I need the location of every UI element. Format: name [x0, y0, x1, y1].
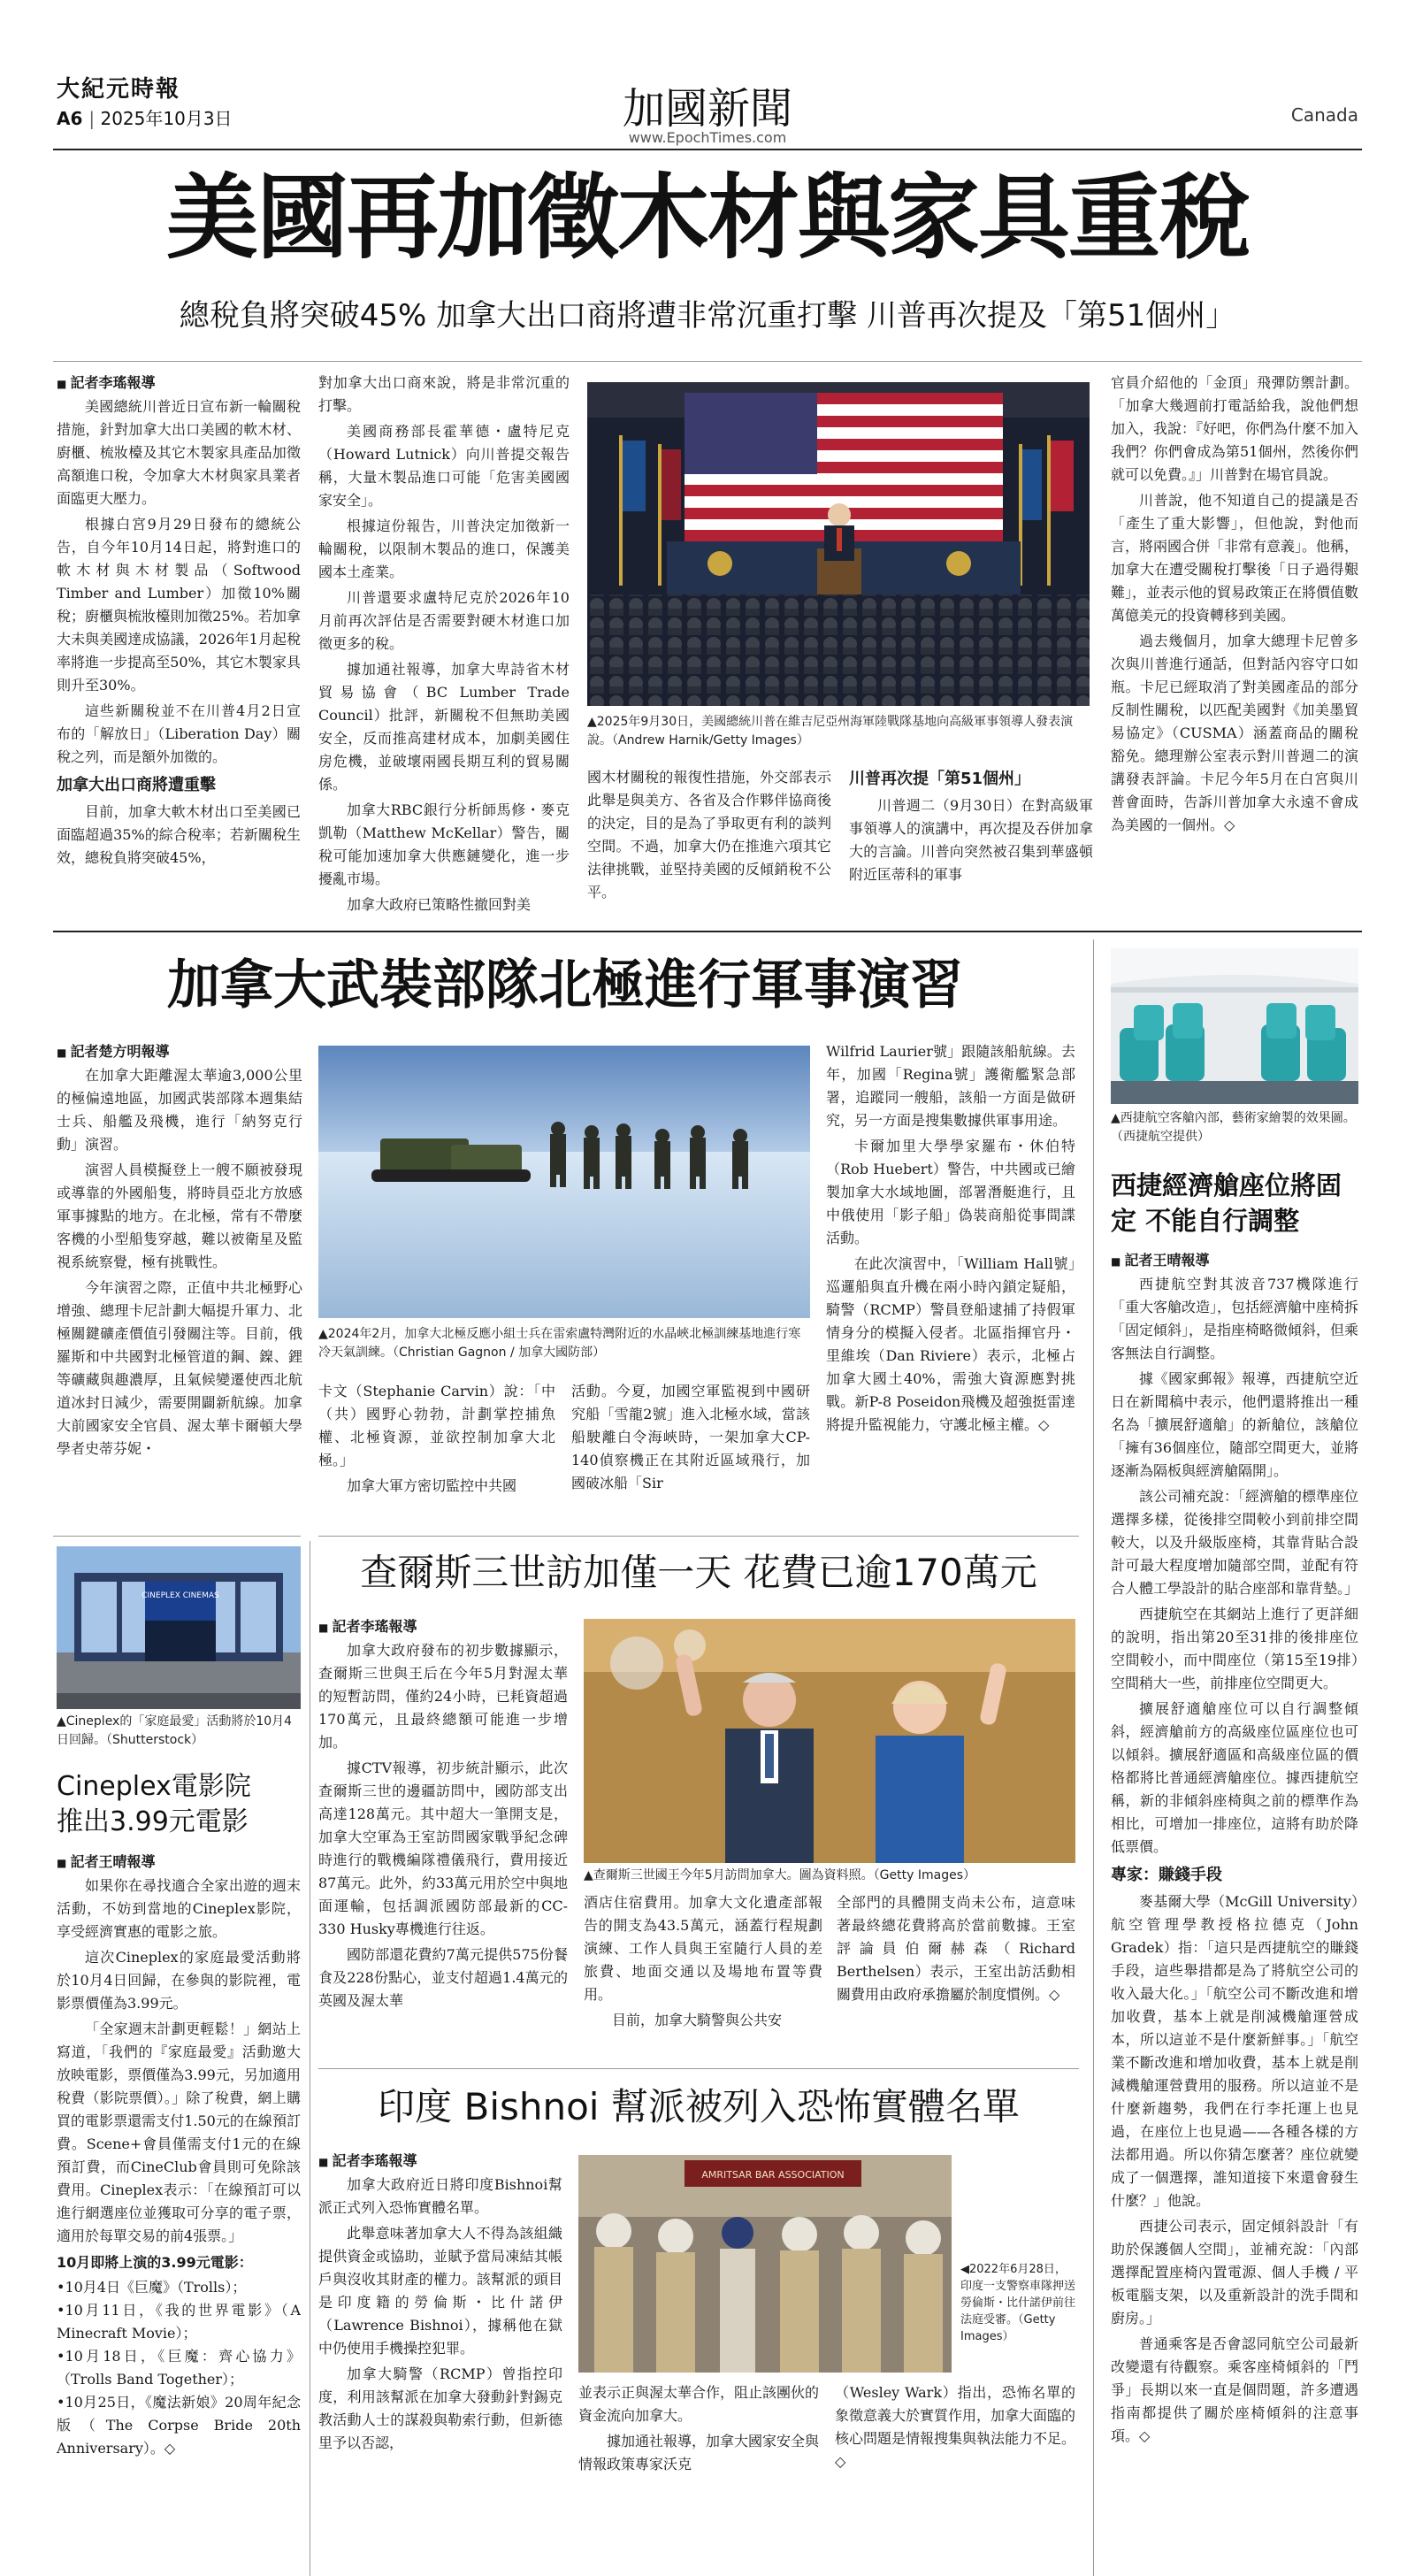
paragraph: 普通乘客是否會認同航空公司最新改變還有待觀察。乘客座椅傾斜的「鬥爭」長期以來一直是個問題，許多遭遇指南都提供了關於座椅傾斜的注意事項。◇	[1111, 2335, 1358, 2444]
byline: ■ 記者李瑤報導	[57, 372, 301, 395]
section-rule	[53, 1536, 301, 1537]
paragraph: 這次Cineplex的家庭最愛活動將於10月4日回歸，在參與的影院裡，電影票價僅為3.99元。	[57, 1949, 301, 2012]
paragraph: 加拿大政府已策略性撤回對美	[347, 896, 532, 913]
paragraph: 加拿大政府發布的初步數據顯示，查爾斯三世與王后在今年5月對渥太華的短暫訪問，僅約24小時，已耗資超過170萬元，且最終總額可能進一步增加。	[318, 1642, 568, 1751]
cineplex-headline-line1: Cineplex電影院	[57, 1771, 251, 1802]
column-divider	[1093, 939, 1094, 2576]
charles-column-2	[584, 1891, 822, 2059]
paragraph: 目前，加拿大騎警與公共安	[612, 2012, 783, 2028]
arctic-headline: 加拿大武裝部隊北極進行軍事演習	[167, 954, 963, 1016]
paragraph: 這些新關稅並不在川普4月2日宣布的「解放日」（Liberation Day）關稅之列，而是額外加徵的。	[57, 702, 301, 765]
paragraph: 卡文（Stephanie Carvin）說：「中（共）國野心勃勃，計劃掌控捕魚權、北極資源，並欲控制加拿大北極。」	[318, 1383, 555, 1468]
byline: ■ 記者李瑤報導	[318, 1615, 568, 1639]
paragraph: 加拿大軍方密切監控中共國	[347, 1477, 517, 1494]
lead-column-1	[57, 372, 301, 920]
westjet-photo-caption: ▲西捷航空客艙內部，藝術家繪製的效果圖。（西捷航空提供）	[1111, 1111, 1356, 1144]
charles-column-1	[318, 1615, 568, 2058]
cineplex-headline-line2: 推出3.99元電影	[57, 1806, 249, 1837]
paragraph: 加拿大RBC銀行分析師馬修・麥克凱勒（Matthew McKellar）警告，關稅可能加速加拿大供應鏈變化，進一步擾亂市場。	[318, 801, 570, 887]
masthead-rule	[53, 149, 1362, 150]
paragraph: 根據白宮9月29日發布的總統公告，自今年10月14日起，將對進口的軟木材與木材製品（Softwood Timber and Lumber）加徵10%關稅；廚櫃與梳妝檯則加徵25%。若加拿大未與美國達成協議，2026年1月起稅率將進一步提高至50%，其它木製家具則升至30%。	[57, 516, 301, 694]
paragraph: 美國總統川普近日宣布新一輪關稅措施，針對加拿大出口美國的軟木材、廚櫃、梳妝檯及其它木製家具產品加徵高額進口稅，令加拿大木材與家具業者面臨更大壓力。	[57, 398, 301, 507]
arctic-photo	[318, 1046, 810, 1318]
paragraph: 川普週二（9月30日）在對高級軍事領導人的演講中，再次提及吞併加拿大的言論。川普向突然被召集到華盛頓附近匡蒂科的軍事	[849, 797, 1093, 883]
westjet-column	[1111, 1249, 1358, 2567]
paragraph: 西捷航空在其網站上進行了更詳細的說明，指出第20至31排的後排座位空間較小，而中間座位（第15至19排）空間稍大一些，前排座位空間更大。	[1111, 1606, 1358, 1691]
lead-rule	[53, 361, 1362, 362]
charles-photo-caption: ▲查爾斯三世國王今年5月訪問加拿大。圖為資料照。（Getty Images）	[584, 1868, 975, 1882]
paragraph: 目前，加拿大軟木材出口至美國已面臨超過35%的綜合稅率；若新關稅生效，總稅負將突破45%，	[57, 803, 301, 866]
lead-photo-caption: ▲2025年9月30日，美國總統川普在維吉尼亞州海軍陸戰隊基地向高級軍事領導人發表演說。（Andrew Harnik/Getty Images）	[587, 715, 1074, 748]
paragraph: 川普說，他不知道自己的提議是否「產生了重大影響」，但他說，對他而言，將兩國合併「非常有意義」。他稱，加拿大在遭受關稅打擊後「日子過得艱難」，並表示他的貿易政策正在將價值數萬億美元的投資轉移到美國。	[1111, 492, 1358, 624]
subheading: 10月即將上演的3.99元電影：	[57, 2254, 253, 2271]
charles-headline: 查爾斯三世訪加僅一天 花費已逾170萬元	[360, 1551, 1037, 1594]
paragraph: 酒店住宿費用。加拿大文化遺產部報告的開支為43.5萬元，涵蓋行程規劃演練、工作人員與王室隨行人員的差旅費、地面交通以及場地布置等費用。	[584, 1894, 822, 2003]
paragraph: 卡爾加里大學學家羅布・休伯特（Rob Huebert）警告，中共國或已繪製加拿大水域地圖，部署潛艇進行，且中俄使用「影子船」偽裝商船從事間諜活動。	[826, 1138, 1075, 1246]
paragraph: 對加拿大出口商來說，將是非常沉重的打擊。	[318, 374, 570, 414]
site-url[interactable]: www.EpochTimes.com	[628, 129, 787, 146]
paragraph: 官員介紹他的「金頂」飛彈防禦計劃。「加拿大幾週前打電話給我，說他們想加入，我說：『好吧，你們為什麼不加入我們？你們會成為第51個州，然後你們就可以免費。』」川普對在場官員說。	[1111, 374, 1358, 483]
westjet-photo	[1111, 948, 1358, 1104]
cineplex-sign: CINEPLEX CINEMAS	[142, 1591, 219, 1600]
byline: ■ 記者李瑤報導	[318, 2150, 562, 2174]
paragraph: 並表示正與渥太華合作，阻止該團伙的資金流向加拿大。	[578, 2384, 819, 2424]
charles-column-3	[837, 1891, 1075, 2059]
page-no: A6	[57, 108, 83, 129]
paragraph: Wilfrid Laurier號」跟隨該船航線。去年，加國「Regina號」護衛艦緊急部署，追蹤同一艘船，該船一方面是做研究，另一方面是搜集數據供軍事用途。	[826, 1043, 1075, 1129]
byline: ■ 記者王晴報導	[1111, 1249, 1358, 1273]
paragraph: 麥基爾大學（McGill University）航空管理學教授格拉德克（John Gradek）指：「這只是西捷航空的賺錢手段，這些舉措都是為了將航空公司的收入最大化。」「航空公司不斷改進和增加收費，基本上就是削減機艙運營成本，所以這並不是什麼新鮮事。」「航空業不斷改進和增加收費，基本上就是削減機艙運營費用的服務。所以這並不是什麼新趨勢，我們在行李托運上也見過，在座位上也見過——各種各樣的方法都用過。所以你猜怎麼著？座位就變成了一個選擇，誰知道接下來還會發生什麼？」他說。	[1111, 1893, 1358, 2209]
list-item: •10月4日《巨魔》（Trolls）；	[57, 2279, 247, 2296]
charles-photo	[584, 1619, 1075, 1863]
section-title: 加國新聞	[622, 84, 792, 134]
byline: ■ 記者楚方明報導	[57, 1040, 302, 1064]
section-rule	[53, 931, 1362, 932]
masthead-logo: 大紀元時報	[57, 76, 181, 103]
arctic-column-1	[57, 1040, 302, 1527]
lead-photo	[587, 382, 1090, 706]
page-number: A6 | 2025年10月3日	[57, 108, 233, 129]
byline: ■ 記者王晴報導	[57, 1851, 301, 1874]
paragraph: 加拿大政府近日將印度Bishnoi幫派正式列入恐怖實體名單。	[318, 2176, 562, 2216]
paragraph: 活動。今夏，加國空軍監視到中國研究船「雪龍2號」進入北極水域，當該船駛離白令海峽時，一架加拿大CP-140偵察機正在其附近區域飛行，加國破冰船「Sir	[571, 1383, 810, 1491]
bishnoi-column-2	[578, 2381, 819, 2567]
cineplex-headline	[57, 1769, 301, 1840]
arctic-column-4	[826, 1040, 1075, 1527]
paragraph: 今年演習之際，正值中共北極野心增強、總理卡尼計劃大幅提升軍力、北極關鍵礦產價值引發關注等。目前，俄羅斯和中共國對北極管道的鋼、鎳、鋰等礦藏與趣濃厚，且氣候變遷使西北航道冰封日減少，需要開闢新航線。加拿大前國家安全官員、渥太華卡爾頓大學學者史蒂芬妮・	[57, 1279, 302, 1457]
issue-date: 2025年10月3日	[100, 108, 233, 129]
paragraph: 該公司補充說：「經濟艙的標準座位選擇多樣，從後排空間較小到前排空間較大，以及升級版座椅，其靠背貼合設計可最大程度增加隨部空間，並配有符合人體工學設計的貼合座部和靠背墊。」	[1111, 1488, 1358, 1597]
paragraph: 在加拿大距離渥太華逾3,000公里的極偏遠地區，加國武裝部隊本週集結士兵、船艦及飛機，進行「納努克行動」演習。	[57, 1067, 302, 1153]
bishnoi-column-1	[318, 2150, 562, 2565]
paragraph: 全部門的具體開支尚未公布，這意味著最終總花費將高於當前數據。王室評論員伯爾赫森（Richard Berthelsen）表示，王室出訪活動相關費用由政府承擔屬於制度慣例。◇	[837, 1894, 1075, 2003]
bishnoi-sign: AMRITSAR BAR ASSOCIATION	[701, 2169, 845, 2181]
lead-headline: 美國再加徵木材與家具重稅	[165, 163, 1249, 272]
lead-column-2	[318, 372, 570, 920]
cineplex-column	[57, 1851, 301, 2567]
list-item: •10月18日，《巨魔：齊心協力》（Trolls Band Together）；	[57, 2348, 301, 2388]
paragraph: 川普還要求盧特尼克於2026年10月前再次評估是否需要對硬木材進口加徵更多的稅。	[318, 589, 570, 652]
paragraph: 國木材關稅的報復性措施，外交部表示此舉是與美方、各省及合作夥伴協商後的決定，目的是為了爭取更有利的談判空間。不過，加拿大仍在推進六項其它法律挑戰，並堅持美國的反傾銷稅不公平。	[587, 769, 831, 901]
subheading: 加拿大出口商將遭重擊	[57, 776, 216, 794]
section-rule	[318, 2068, 1079, 2069]
paragraph: 在此次演習中，「William Hall號」巡邏船與直升機在兩小時內鎖定疑船，騎警（RCMP）警員登船逮捕了持假軍情身分的模擬入侵者。北區指揮官丹・里維埃（Dan Riviere）表示，北極占加拿大國土40%，需強大資源應對挑戰。新P-8 Poseidon飛機及超強挺雷達將提升監視能力，守護北極主權。◇	[826, 1255, 1075, 1433]
lead-column-4	[849, 766, 1093, 925]
paragraph: 美國商務部長霍華德・盧特尼克（Howard Lutnick）向川普提交報告稱，大量木製品進口可能「危害美國國家安全」。	[318, 423, 570, 509]
subheading: 川普再次提「第51個州」	[849, 770, 1031, 788]
paragraph: 如果你在尋找適合全家出遊的週末活動，不妨到當地的Cineplex影院，享受經濟實惠的電影之旅。	[57, 1877, 301, 1940]
paragraph: 「全家週末計劃更輕鬆！」網站上寫道，「我們的『家庭最愛』活動邀大放映電影，票價僅為3.99元，另加適用稅費（影院票價）。」除了稅費，網上購買的電影票還需支付1.50元的在線預訂費。Scene+會員僅需支付1元的在線預訂費，而CineClub會員則可免除該費用。Cineplex表示：「在線預訂可以進行網選座位並獲取可分享的電子票，適用於每單交易的前4張票。」	[57, 2020, 301, 2244]
lead-subhead: 總稅負將突破45% 加拿大出口商將遭非常沉重打擊 川普再次提及「第51個州」	[179, 298, 1236, 334]
region-label: Canada	[1290, 104, 1358, 126]
cineplex-photo-caption: ▲Cineplex的「家庭最愛」活動將於10月4日回歸。（Shutterstock）	[57, 1714, 293, 1747]
paragraph: 過去幾個月，加拿大總理卡尼曾多次與川普進行通話，但對話內容守口如瓶。卡尼已經取消了對美國產品的部分反制性關稅，以匹配美國對《加美墨貿易協定》（CUSMA）涵蓋商品的關稅豁免。總理辦公室表示對川普週二的演講發表評論。卡尼今年5月在白宮與川普會面時，告訴川普加拿大永遠不會成為美國的一個州。◇	[1111, 632, 1358, 833]
bishnoi-headline: 印度 Bishnoi 幫派被列入恐怖實體名單	[378, 2085, 1020, 2128]
paragraph: 國防部還花費約7萬元提供575份餐食及228份點心，並支付超過1.4萬元的英國及渥太華	[318, 1946, 568, 2009]
bishnoi-column-3	[835, 2381, 1075, 2567]
arctic-column-2	[318, 1380, 555, 1522]
lead-column-5	[1111, 372, 1358, 920]
paragraph: 西捷航空對其波音737機隊進行「重大客艙改造」，包括經濟艙中座椅拆「固定傾斜」，是指座椅略微傾斜，但乘客無法自行調整。	[1111, 1276, 1358, 1361]
section-rule	[318, 1536, 1079, 1537]
cineplex-photo	[57, 1546, 301, 1709]
bishnoi-photo	[578, 2155, 952, 2373]
list-item: •10月11日，《我的世界電影》（A Minecraft Movie）；	[57, 2302, 301, 2342]
paragraph: 西捷公司表示，固定傾斜設計「有助於保護個人空間」，並補充說：「內部選擇配置座椅內置電源、個人手機 / 平板電腦支架，以及重新設計的洗手間和廚房。」	[1111, 2218, 1358, 2327]
paragraph: 據加通社報導，加拿大卑詩省木材貿易協會（BC Lumber Trade Council）批評，新關稅不但無助美國安全，反而推高建材成本，加劇美國住房危機，並破壞兩國長期互利的貿易關係。	[318, 661, 570, 793]
movie-list	[57, 2276, 301, 2460]
list-item: •10月25日，《魔法新娘》20周年紀念版（The Corpse Bride 20th Anniversary）。◇	[57, 2394, 301, 2457]
paragraph: （Wesley Wark）指出，恐怖名單的象徵意義大於實質作用，加拿大面臨的核心問題是情報搜集與執法能力不足。◇	[835, 2384, 1075, 2470]
paragraph: 據CTV報導，初步統計顯示，此次查爾斯三世的邊疆訪問中，國防部支出高達128萬元。其中超大一筆開支是，加拿大空軍為王室訪問國家戰爭紀念碑時進行的戰機編隊禮儀飛行，費用接近87萬元。此外，約33萬元用於空中與地面運輸，包括調派國防部最新的CC-330 Husky專機進行往返。	[318, 1760, 568, 1937]
arctic-column-3	[571, 1380, 810, 1522]
arctic-photo-caption: ▲2024年2月，加拿大北極反應小組士兵在雷索盧特灣附近的水晶峽北極訓練基地進行寒冷天氣訓練。（Christian Gagnon / 加拿大國防部）	[318, 1327, 801, 1360]
westjet-headline: 西捷經濟艙座位將固定 不能自行調整	[1111, 1170, 1342, 1236]
paragraph: 據《國家郵報》報導，西捷航空近日在新聞稿中表示，他們還將推出一種名為「擴展舒適艙」的新艙位，該艙位「擁有36個座位，隨部空間更大，並將逐漸為隔板與經濟艙隔開」。	[1111, 1370, 1358, 1479]
paragraph: 根據這份報告，川普決定加徵新一輪關稅，以限制木製品的進口，保護美國本土產業。	[318, 518, 570, 580]
paragraph: 擴展舒適艙座位可以自行調整傾斜，經濟艙前方的高級座位區座位也可以傾斜。擴展舒適區和高級座位區的價格都將比普通經濟艙座位。據西捷航空稱，新的非傾斜座椅與之前的標準作為相比，可增加一排座位，這將有助於降低票價。	[1111, 1700, 1358, 1855]
subheading: 專家：賺錢手段	[1111, 1866, 1222, 1884]
paragraph: 演習人員模擬登上一艘不願被發現或導靠的外國船隻，將時員亞北方放感軍事據點的地方。在北極，常有不帶麼客機的小型船隻穿越，難以被衛星及監視系統察覺，極有挑戰性。	[57, 1162, 302, 1270]
paragraph: 據加通社報導，加拿大國家安全與情報政策專家沃克	[578, 2433, 819, 2472]
lead-column-3	[587, 766, 831, 925]
paragraph: 此舉意味著加拿大人不得為該組織提供資金或協助，並賦予當局凍結其帳戶與沒收其財產的權力。該幫派的頭目是印度籍的勞倫斯・比什諾伊（Lawrence Bishnoi），據稱他在獄中仍使用手機操控犯罪。	[318, 2225, 562, 2357]
paragraph: 加拿大騎警（RCMP）曾指控印度，利用該幫派在加拿大發動針對錫克教活動人士的謀殺與勒索行動，但新德里予以否認，	[318, 2365, 562, 2451]
bishnoi-photo-caption: ◀2022年6月28日，印度一支警察車隊押送勞倫斯・比什諾伊前往法庭受審。（Getty Images）	[960, 2263, 1076, 2343]
